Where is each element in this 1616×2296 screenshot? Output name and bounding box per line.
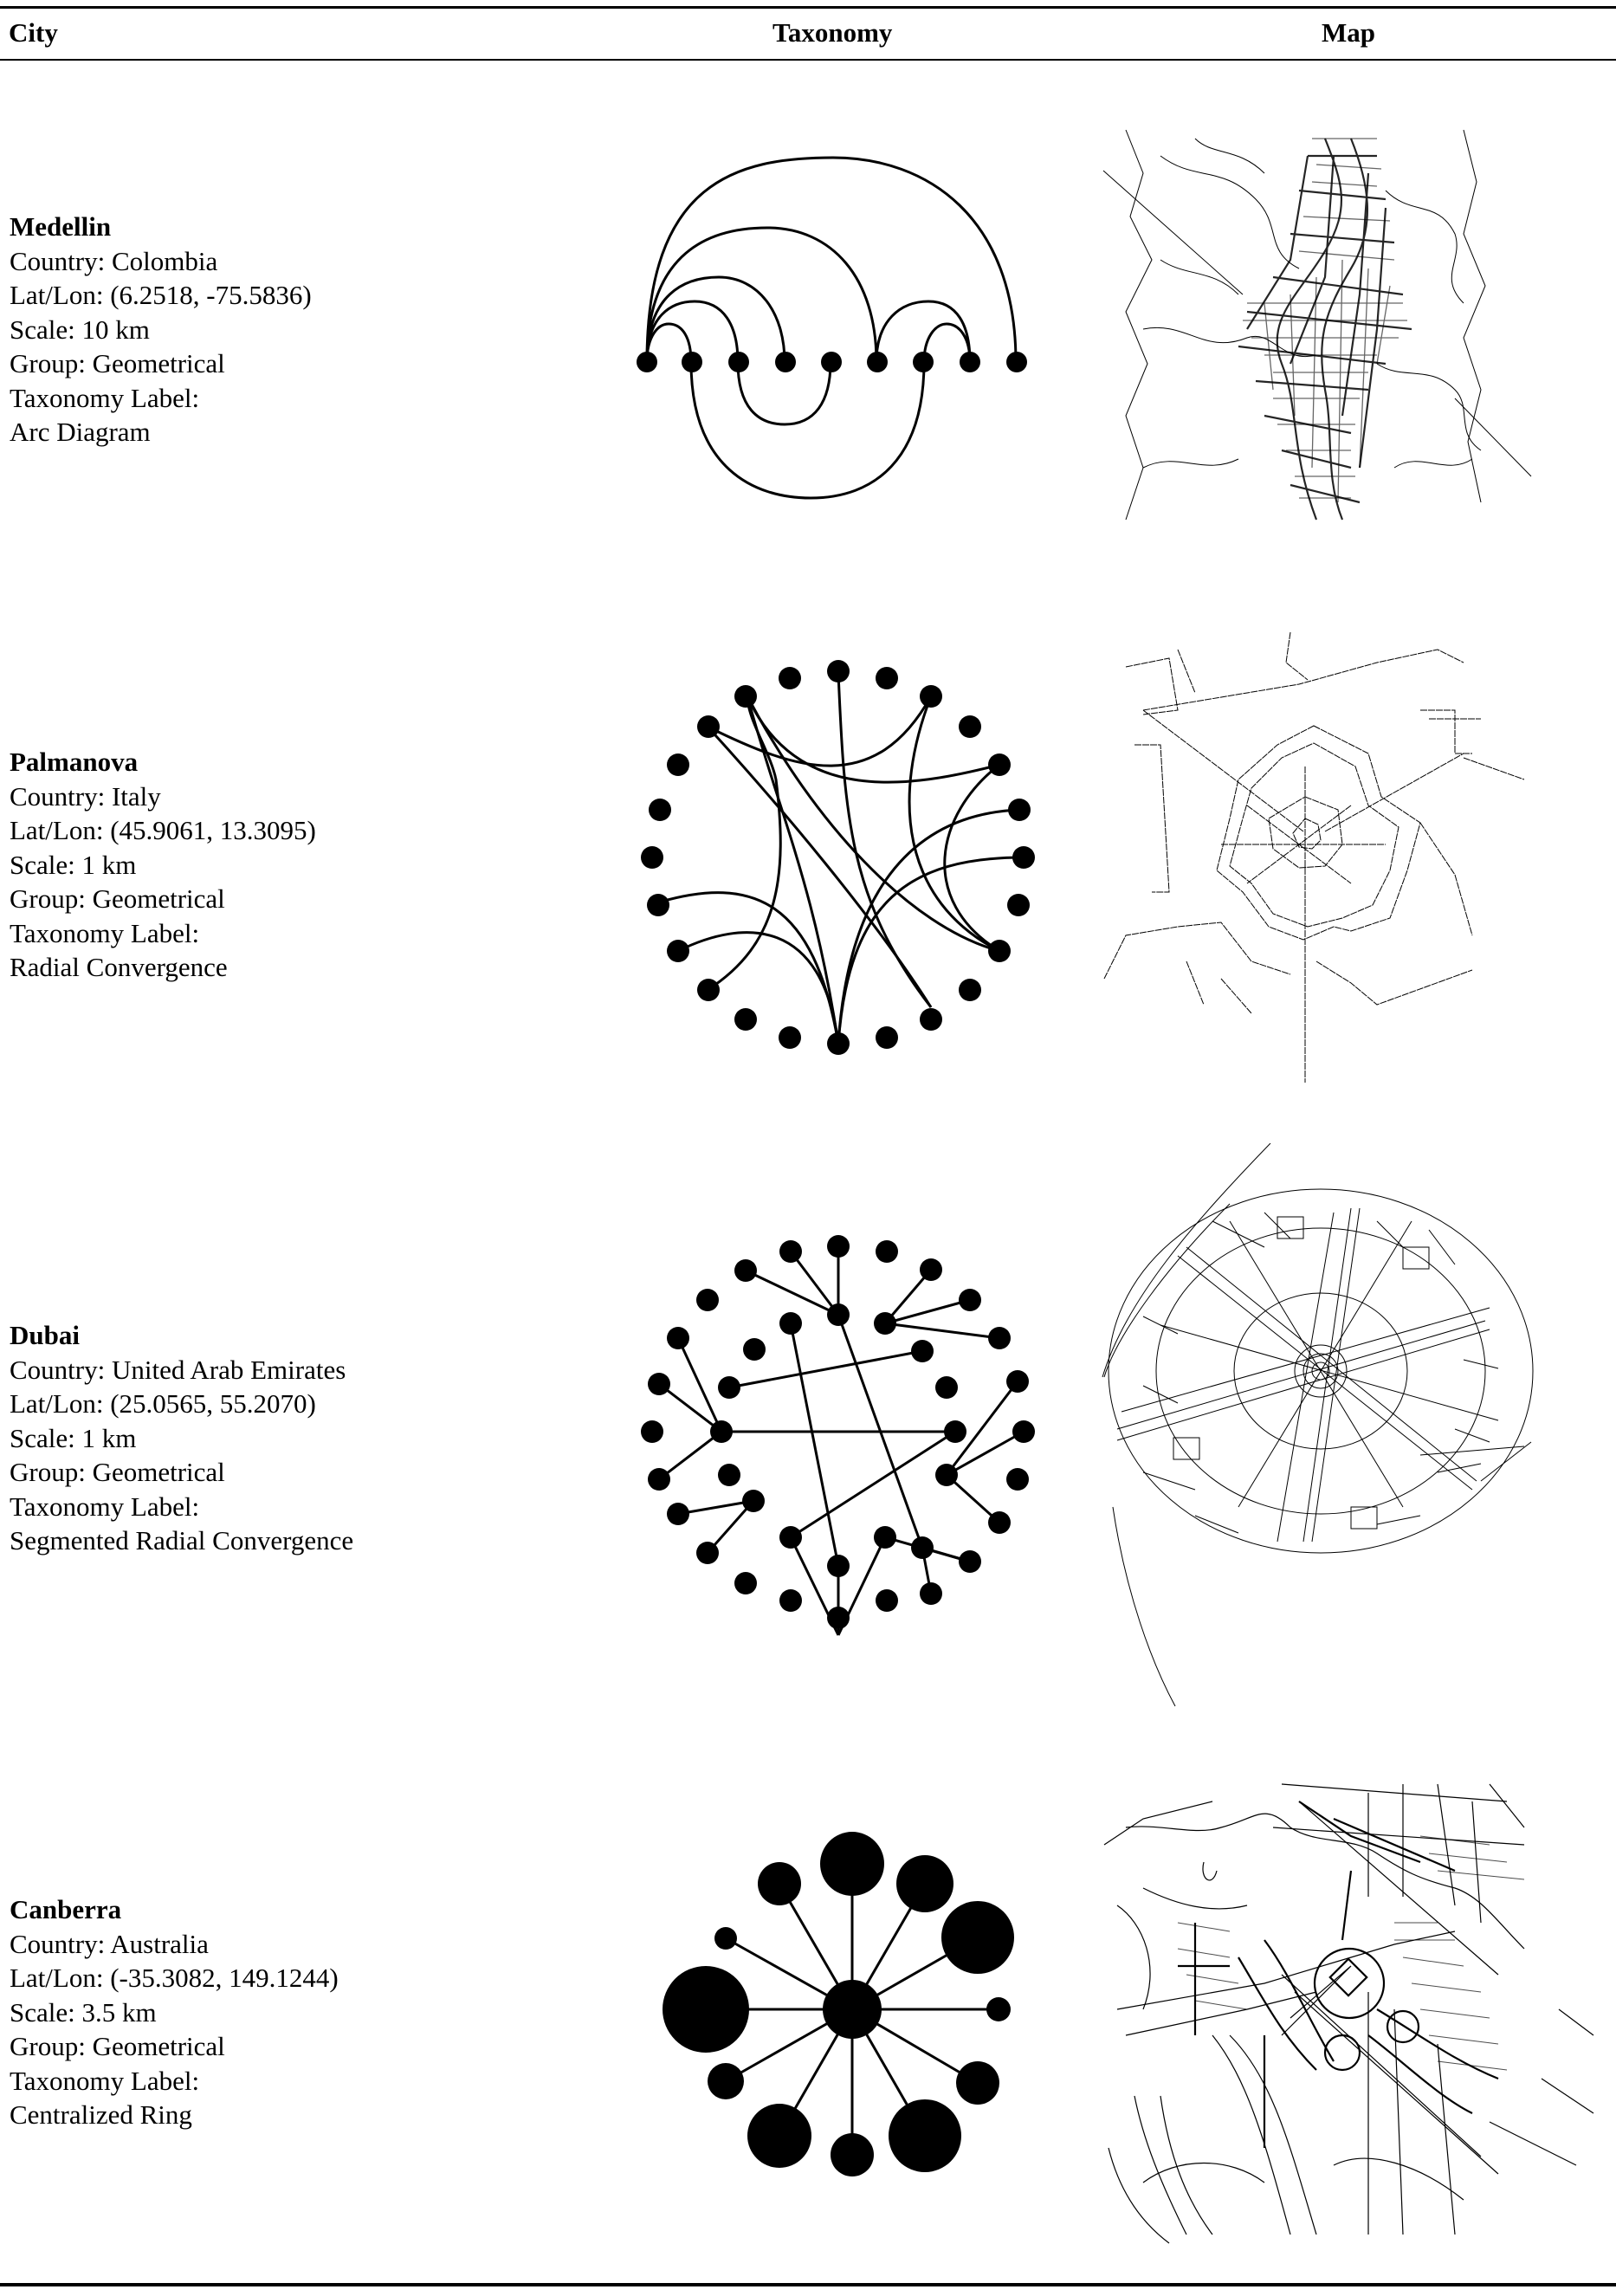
table-top-rule [0, 6, 1616, 9]
city-info-medellin [10, 210, 312, 449]
city-name: Palmanova [10, 747, 139, 777]
street-network-map-canberra [1091, 1749, 1611, 2269]
taxonomy-label: Segmented Radial Convergence [10, 1525, 354, 1555]
table-header-rule [0, 59, 1616, 61]
street-network-map-medellin [1091, 104, 1611, 554]
taxonomy-label-heading: Taxonomy Label: [10, 382, 200, 413]
city-country: Country: Australia [10, 1928, 209, 1959]
city-scale: Scale: 1 km [10, 1422, 137, 1453]
city-latlon: Lat/Lon: (-35.3082, 149.1244) [10, 1963, 339, 1993]
city-info-palmanova [10, 745, 316, 985]
segmented-radial-convergence-icon [624, 1213, 1057, 1646]
taxonomy-label: Centralized Ring [10, 2099, 192, 2130]
centralized-ring-icon [641, 1801, 1039, 2183]
taxonomy-label: Radial Convergence [10, 952, 228, 982]
city-scale: Scale: 3.5 km [10, 1996, 157, 2028]
column-header-map: Map [1322, 17, 1375, 48]
city-country: Country: Italy [10, 780, 161, 812]
taxonomy-label-heading: Taxonomy Label: [10, 1491, 200, 1522]
city-scale: Scale: 10 km [10, 314, 150, 345]
taxonomy-label: Arc Diagram [10, 417, 151, 447]
arc-diagram-icon [606, 104, 1074, 502]
city-latlon: Lat/Lon: (6.2518, -75.5836) [10, 280, 312, 310]
column-header-city: City [9, 17, 58, 48]
street-network-map-dubai [1091, 1143, 1611, 1732]
taxonomy-label-heading: Taxonomy Label: [10, 917, 200, 948]
city-group: Group: Geometrical [10, 883, 225, 914]
city-scale: Scale: 1 km [10, 849, 137, 880]
radial-convergence-icon [624, 641, 1057, 1074]
city-group: Group: Geometrical [10, 348, 225, 378]
city-name: Dubai [10, 1320, 80, 1350]
city-name: Medellin [10, 211, 112, 242]
city-info-canberra [10, 1892, 339, 2132]
city-latlon: Lat/Lon: (45.9061, 13.3095) [10, 815, 316, 845]
city-latlon: Lat/Lon: (25.0565, 55.2070) [10, 1388, 316, 1419]
city-country: Country: Colombia [10, 245, 218, 276]
city-name: Canberra [10, 1894, 122, 1924]
city-info-dubai [10, 1318, 353, 1558]
city-country: Country: United Arab Emirates [10, 1354, 346, 1385]
taxonomy-label-heading: Taxonomy Label: [10, 2065, 200, 2096]
column-header-taxonomy: Taxonomy [772, 17, 893, 48]
city-group: Group: Geometrical [10, 2031, 225, 2061]
city-group: Group: Geometrical [10, 1457, 225, 1487]
table-bottom-rule [0, 2283, 1616, 2286]
street-network-map-palmanova [1091, 632, 1611, 1117]
